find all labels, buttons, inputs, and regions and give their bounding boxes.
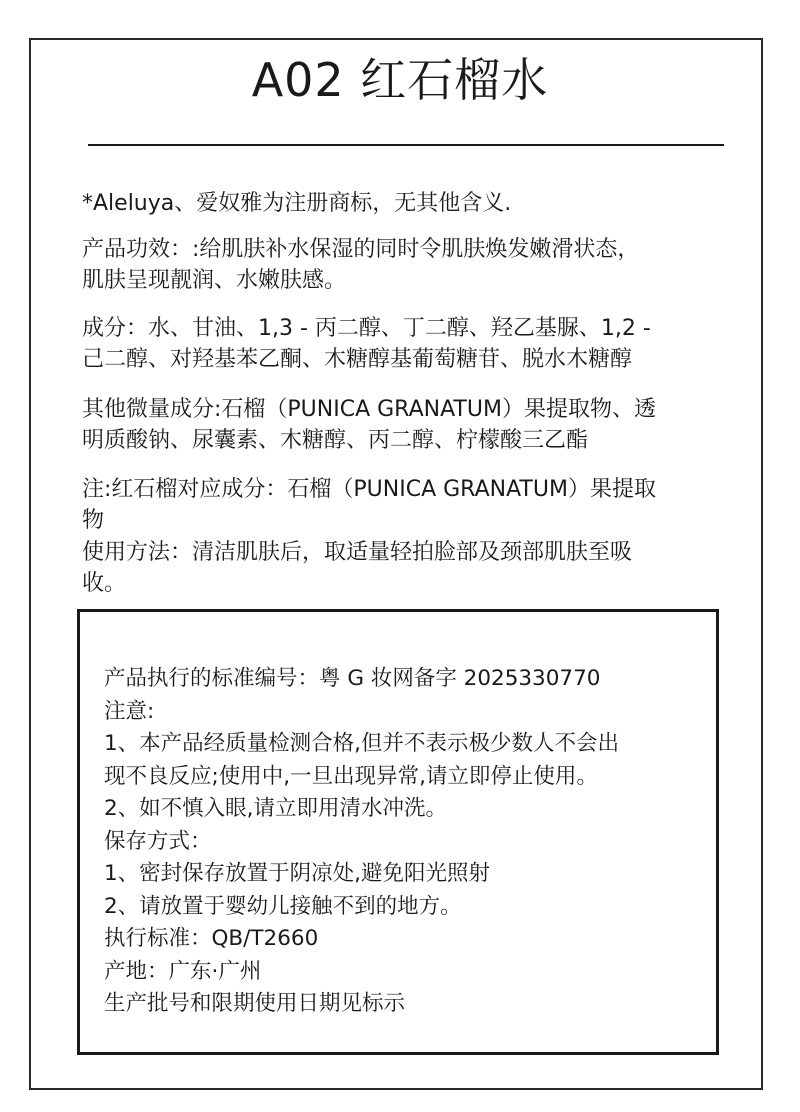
- note-paragraph: [82, 474, 732, 536]
- storage-heading: 保存方式：: [104, 828, 212, 854]
- product-title: A02 红石榴水: [251, 53, 549, 107]
- caution-line: 1、本产品经质量检测合格,但并不表示极少数人不会出: [104, 731, 620, 756]
- storage-line: 2、请放置于婴幼儿接触不到的地方。: [104, 893, 462, 919]
- trademark-line: *Aleluya、爱奴雅为注册商标，无其他含义.: [82, 191, 512, 216]
- minor-ingredients-line: 其他微量成分:石榴（PUNICA GRANATUM）果提取物、透: [82, 397, 656, 422]
- minor-ingredients-paragraph: [82, 394, 732, 456]
- ingredients-line: 成分：水、甘油、1,3 - 丙二醇、丁二醇、羟乙基脲、1,2 -: [82, 316, 651, 341]
- efficacy-paragraph: [82, 234, 732, 296]
- origin-line: 产地：广东·广州: [104, 958, 262, 984]
- usage-line: 使用方法：清洁肌肤后，取适量轻拍脸部及颈部肌肤至吸: [82, 540, 633, 565]
- note-line: 注:红石榴对应成分：石榴（PUNICA GRANATUM）果提取: [82, 477, 656, 502]
- usage-line: 收。: [82, 571, 127, 596]
- minor-ingredients-line: 明质酸钠、尿囊素、木糖醇、丙二醇、柠檬酸三乙酯: [82, 428, 589, 453]
- notice-box-text: [104, 663, 714, 1021]
- efficacy-line: 肌肤呈现靓润、水嫩肤感。: [82, 268, 347, 293]
- ingredients-paragraph: [82, 313, 732, 375]
- title-divider: [88, 144, 724, 146]
- note-line: 物: [82, 508, 105, 533]
- usage-paragraph: [82, 537, 732, 599]
- caution-line: 2、如不慎入眼,请立即用清水冲洗。: [104, 796, 448, 821]
- batch-info-line: 生产批号和限期使用日期见标示: [104, 991, 406, 1016]
- caution-heading: 注意:: [104, 698, 155, 724]
- trademark-paragraph: [82, 188, 732, 219]
- storage-line: 1、密封保存放置于阴凉处,避免阳光照射: [104, 861, 491, 886]
- ingredients-line: 己二醇、对羟基苯乙酮、木糖醇基葡萄糖苷、脱水木糖醇: [82, 347, 633, 372]
- caution-line: 现不良反应;使用中,一旦出现异常,请立即停止使用。: [104, 763, 598, 789]
- execution-standard-line: 执行标准：QB/T2660: [104, 926, 319, 951]
- standard-number-line: 产品执行的标准编号：粤 G 妆网备字 2025330770: [104, 666, 601, 691]
- efficacy-line: 产品功效：:给肌肤补水保湿的同时令肌肤焕发嫩滑状态，: [82, 237, 640, 262]
